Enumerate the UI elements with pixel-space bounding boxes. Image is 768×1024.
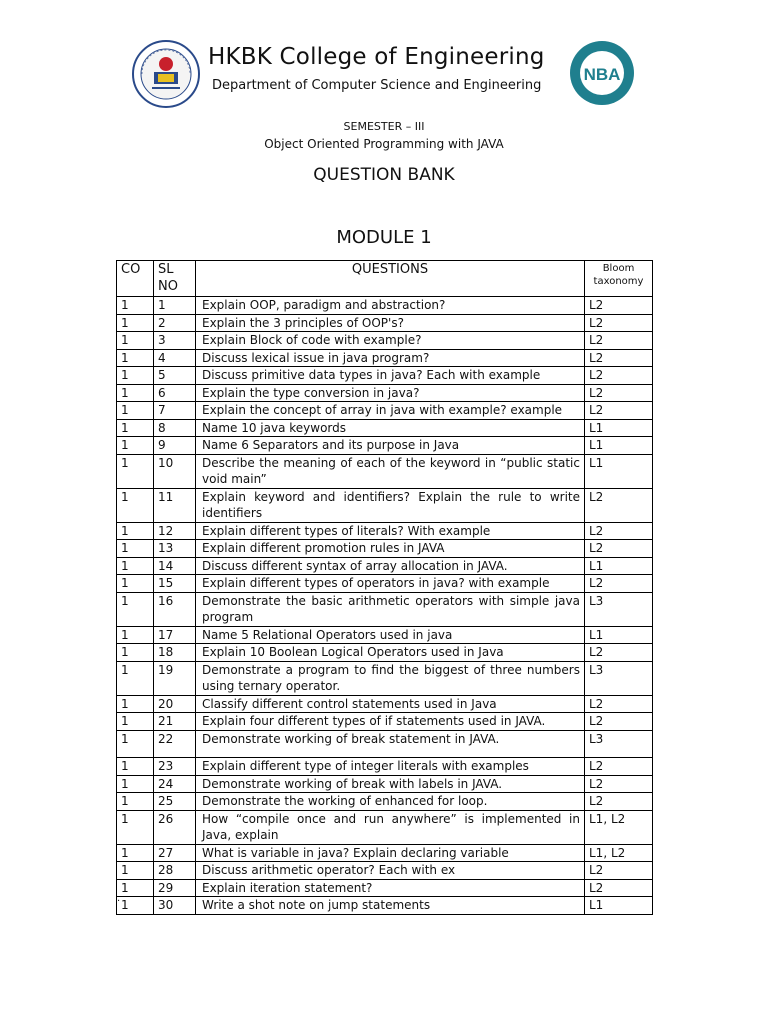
table-row — [117, 454, 653, 488]
table-row — [117, 810, 653, 844]
co-cell: 1 — [117, 730, 154, 758]
question-cell: Explain keyword and identifiers? Explain the rule to write identifiers — [196, 488, 585, 522]
table-row — [117, 775, 653, 793]
table-row — [117, 332, 653, 350]
co-cell: 1 — [117, 488, 154, 522]
table-row — [117, 730, 653, 758]
bloom-cell: L2 — [585, 349, 653, 367]
question-cell: Name 10 java keywords — [196, 419, 585, 437]
sl-cell: 23 — [154, 758, 196, 776]
bloom-cell: L2 — [585, 758, 653, 776]
sl-cell: 7 — [154, 402, 196, 420]
department-name: Department of Computer Science and Engineering — [212, 78, 542, 93]
question-cell: Demonstrate working of break statement in JAVA. — [196, 730, 585, 758]
sl-cell: 8 — [154, 419, 196, 437]
sl-cell: 20 — [154, 695, 196, 713]
sl-cell: 21 — [154, 713, 196, 731]
co-cell: 1 — [117, 557, 154, 575]
sl-cell: 13 — [154, 540, 196, 558]
sl-cell: 27 — [154, 844, 196, 862]
co-cell: 1 — [117, 713, 154, 731]
co-header: CO — [117, 261, 154, 297]
co-cell: 1 — [117, 897, 154, 915]
co-cell: 1 — [117, 314, 154, 332]
bloom-cell: L2 — [585, 644, 653, 662]
co-cell: 1 — [117, 540, 154, 558]
sl-cell: 16 — [154, 592, 196, 626]
question-cell: Explain Block of code with example? — [196, 332, 585, 350]
question-cell: Explain iteration statement? — [196, 879, 585, 897]
question-cell: Explain different types of operators in java? with example — [196, 575, 585, 593]
co-cell: 1 — [117, 592, 154, 626]
question-cell: Demonstrate the working of enhanced for loop. — [196, 793, 585, 811]
sl-cell: 2 — [154, 314, 196, 332]
co-cell: 1 — [117, 332, 154, 350]
bloom-cell: L2 — [585, 384, 653, 402]
question-cell: Discuss lexical issue in java program? — [196, 349, 585, 367]
questions-header: QUESTIONS — [196, 261, 585, 297]
co-cell: 1 — [117, 419, 154, 437]
co-cell: 1 — [117, 575, 154, 593]
bloom-cell: L3 — [585, 661, 653, 695]
co-cell: 1 — [117, 844, 154, 862]
sl-cell: 5 — [154, 367, 196, 385]
sl-cell: 1 — [154, 297, 196, 315]
bloom-cell: L2 — [585, 793, 653, 811]
co-cell: 1 — [117, 775, 154, 793]
bloom-cell: L2 — [585, 575, 653, 593]
question-cell: Explain 10 Boolean Logical Operators used in Java — [196, 644, 585, 662]
svg-text:NBA: NBA — [583, 65, 621, 84]
subject-title: Object Oriented Programming with JAVA — [264, 137, 504, 151]
question-cell: Demonstrate the basic arithmetic operators with simple java program — [196, 592, 585, 626]
question-cell: Demonstrate a program to find the biggest of three numbers using ternary operator. — [196, 661, 585, 695]
co-cell: 1 — [117, 384, 154, 402]
co-cell: 1 — [117, 862, 154, 880]
college-name: HKBK College of Engineering — [208, 44, 545, 70]
bloom-cell: L2 — [585, 862, 653, 880]
sl-cell: 11 — [154, 488, 196, 522]
question-cell: Explain different types of literals? With example — [196, 522, 585, 540]
sl-cell: 15 — [154, 575, 196, 593]
question-cell: How “compile once and run anywhere” is implemented in Java, explain — [196, 810, 585, 844]
sl-cell: 24 — [154, 775, 196, 793]
question-cell: Explain the 3 principles of OOP's? — [196, 314, 585, 332]
bloom-cell: L2 — [585, 297, 653, 315]
bloom-cell: L1 — [585, 454, 653, 488]
table-row — [117, 367, 653, 385]
co-cell: 1 — [117, 297, 154, 315]
question-cell: Explain four different types of if statements used in JAVA. — [196, 713, 585, 731]
bloom-cell: L2 — [585, 367, 653, 385]
question-cell: Explain OOP, paradigm and abstraction? — [196, 297, 585, 315]
question-cell: Explain the concept of array in java with example? example — [196, 402, 585, 420]
nba-logo — [569, 40, 635, 106]
bloom-cell: L1, L2 — [585, 844, 653, 862]
sl-header: SL NO — [154, 261, 196, 297]
table-row — [117, 419, 653, 437]
table-row — [117, 862, 653, 880]
sl-cell: 19 — [154, 661, 196, 695]
bloom-cell: L2 — [585, 879, 653, 897]
co-cell: 1 — [117, 349, 154, 367]
table-row — [117, 644, 653, 662]
table-row — [117, 661, 653, 695]
sl-cell: 10 — [154, 454, 196, 488]
table-row — [117, 713, 653, 731]
table-row — [117, 793, 653, 811]
sl-cell: 17 — [154, 626, 196, 644]
co-cell: 1 — [117, 437, 154, 455]
table-row — [117, 540, 653, 558]
question-cell: Write a shot note on jump statements — [196, 897, 585, 915]
module-title: MODULE 1 — [336, 227, 432, 248]
co-cell: 1 — [117, 522, 154, 540]
bloom-cell: L2 — [585, 713, 653, 731]
sl-cell: 26 — [154, 810, 196, 844]
bloom-cell: L1 — [585, 419, 653, 437]
table-row — [117, 575, 653, 593]
bloom-cell: L1 — [585, 557, 653, 575]
table-row — [117, 402, 653, 420]
bloom-cell: L2 — [585, 402, 653, 420]
sl-cell: 28 — [154, 862, 196, 880]
question-bank-title: QUESTION BANK — [313, 165, 455, 185]
table-row — [117, 758, 653, 776]
sl-cell: 18 — [154, 644, 196, 662]
table-row — [117, 897, 653, 915]
question-table — [116, 260, 653, 915]
table-header-row — [117, 261, 653, 297]
table-row — [117, 695, 653, 713]
table-row — [117, 844, 653, 862]
question-cell: Describe the meaning of each of the keyword in “public static void main” — [196, 454, 585, 488]
table-row — [117, 879, 653, 897]
table-row — [117, 437, 653, 455]
bloom-cell: L2 — [585, 695, 653, 713]
sl-cell: 4 — [154, 349, 196, 367]
question-cell: Name 6 Separators and its purpose in Java — [196, 437, 585, 455]
question-cell: Discuss arithmetic operator? Each with ex — [196, 862, 585, 880]
question-cell: Demonstrate working of break with labels in JAVA. — [196, 775, 585, 793]
trailing-mark: . — [117, 893, 121, 904]
co-cell: 1 — [117, 695, 154, 713]
table-row — [117, 522, 653, 540]
document-header — [130, 40, 635, 110]
question-cell: Explain different type of integer literals with examples — [196, 758, 585, 776]
sl-cell: 29 — [154, 879, 196, 897]
bloom-cell: L2 — [585, 540, 653, 558]
co-cell: 1 — [117, 758, 154, 776]
sl-cell: 3 — [154, 332, 196, 350]
sl-cell: 25 — [154, 793, 196, 811]
bloom-header: Bloom taxonomy — [585, 261, 653, 297]
question-cell: Discuss primitive data types in java? Each with example — [196, 367, 585, 385]
table-row — [117, 592, 653, 626]
bloom-cell: L1 — [585, 626, 653, 644]
question-cell: Name 5 Relational Operators used in java — [196, 626, 585, 644]
table-row — [117, 384, 653, 402]
question-cell: What is variable in java? Explain declaring variable — [196, 844, 585, 862]
sl-cell: 12 — [154, 522, 196, 540]
table-row — [117, 488, 653, 522]
co-cell: 1 — [117, 810, 154, 844]
co-cell: 1 — [117, 367, 154, 385]
bloom-cell: L1 — [585, 437, 653, 455]
co-cell: 1 — [117, 454, 154, 488]
co-cell: 1 — [117, 661, 154, 695]
question-cell: Discuss different syntax of array allocation in JAVA. — [196, 557, 585, 575]
co-cell: 1 — [117, 793, 154, 811]
table-row — [117, 626, 653, 644]
sl-cell: 30 — [154, 897, 196, 915]
table-row — [117, 349, 653, 367]
sl-cell: 22 — [154, 730, 196, 758]
sl-cell: 6 — [154, 384, 196, 402]
table-row — [117, 314, 653, 332]
bloom-cell: L2 — [585, 314, 653, 332]
bloom-cell: L2 — [585, 522, 653, 540]
sl-cell: 14 — [154, 557, 196, 575]
bloom-cell: L3 — [585, 730, 653, 758]
bloom-cell: L2 — [585, 332, 653, 350]
question-cell: Explain different promotion rules in JAVA — [196, 540, 585, 558]
co-cell: 1 — [117, 644, 154, 662]
bloom-cell: L1, L2 — [585, 810, 653, 844]
bloom-cell: L2 — [585, 775, 653, 793]
co-cell: 1 — [117, 402, 154, 420]
co-cell: 1 — [117, 626, 154, 644]
sl-cell: 9 — [154, 437, 196, 455]
question-cell: Explain the type conversion in java? — [196, 384, 585, 402]
table-row — [117, 557, 653, 575]
bloom-cell: L3 — [585, 592, 653, 626]
bloom-cell: L2 — [585, 488, 653, 522]
college-logo — [130, 40, 202, 108]
bloom-cell: L1 — [585, 897, 653, 915]
semester-label: SEMESTER – III — [343, 120, 425, 133]
table-row — [117, 297, 653, 315]
question-cell: Classify different control statements used in Java — [196, 695, 585, 713]
co-cell: 1 — [117, 879, 154, 897]
